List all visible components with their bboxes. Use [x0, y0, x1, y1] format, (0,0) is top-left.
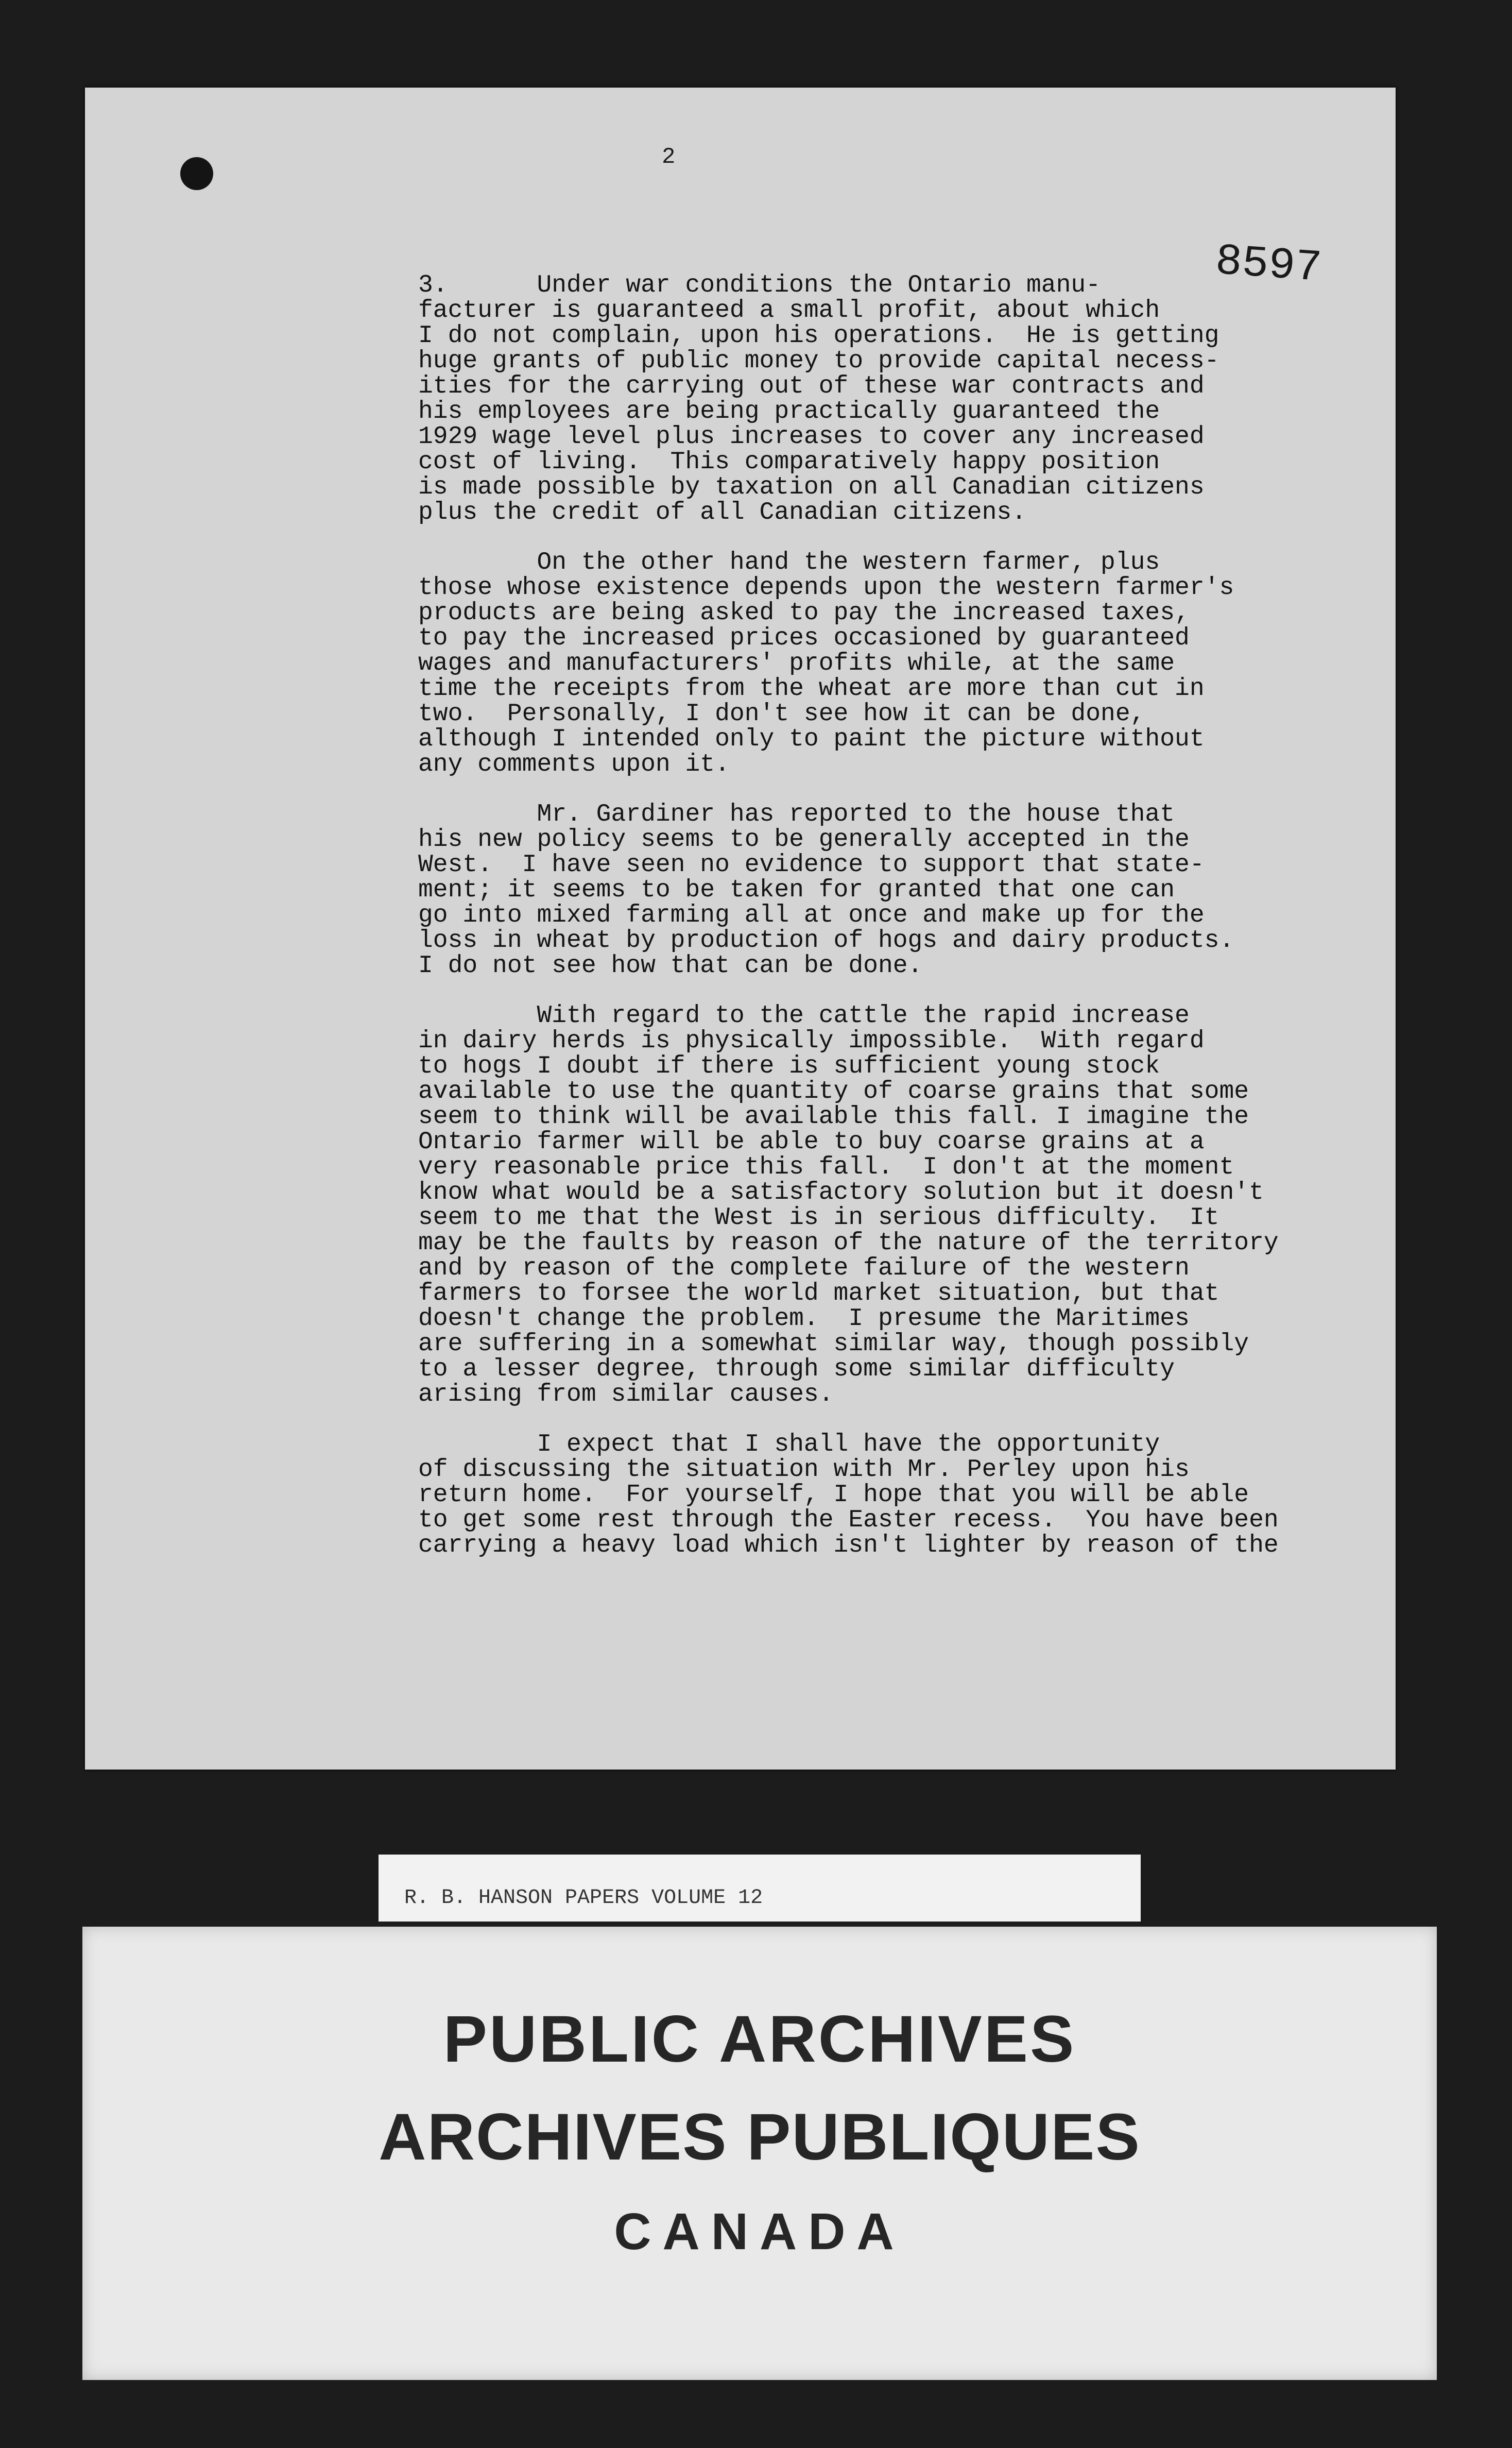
page-number: 2: [662, 144, 676, 170]
paragraph-cattle-hogs: With regard to the cattle the rapid increase in dairy herds is physically impossible. With regard to hogs I doubt if there is sufficient young stock available to use the quantity of coarse grains that some seem to think will be available this fall. I imagine the Ontario farmer will be able to buy coarse grains at a very reasonable price this fall. I don't at the moment know what would be a satisfactory solution but it doesn't seem to me that the West is in serious difficulty. It may be the faults by reason of the nature of the territory and by reason of the complete failure of the western farmers to forsee the world market situation, but that doesn't change the problem. I presume the Maritimes are suffering in a somewhat similar way, though possibly to a lesser degree, through some similar difficulty arising from similar causes.: [418, 1002, 1279, 1408]
document-page: [85, 88, 1396, 1770]
archive-stamp-card: [82, 1927, 1437, 2380]
reference-label: R. B. HANSON PAPERS VOLUME 12: [379, 1855, 1141, 1922]
paragraph-closing: I expect that I shall have the opportunity of discussing the situation with Mr. Perley upon his return home. For yourself, I hope that you will be able to get some rest through the Easter recess. You have been carrying a heavy load which isn't lighter by reason of the: [418, 1431, 1279, 1559]
archive-title-french: ARCHIVES PUBLIQUES: [379, 2100, 1141, 2174]
paragraph-western-farmer: On the other hand the western farmer, plus those whose existence depends upon the western farmer's products are being asked to pay the increased taxes, to pay the increased prices occasioned by guaranteed wages and manufacturers' profits while, at the same time the receipts from the wheat are more than cut in two. Personally, I don't see how it can be done, although I intended only to paint the picture without any comments upon it.: [418, 549, 1234, 778]
paragraph-war-conditions: 3. Under war conditions the Ontario manu- facturer is guaranteed a small profit, about which I do not complain, upon his operations. He is getting huge grants of public money to provide capital necess- ities for the carrying out of these war contracts and his employees are being practically guaranteed the 1929 wage level plus increases to cover any increased cost of living. This comparatively happy position is made possible by taxation on all Canadian citizens plus the credit of all Canadian citizens.: [418, 271, 1219, 526]
archive-country: CANADA: [614, 2203, 905, 2260]
letter-body: [418, 273, 1386, 1583]
paragraph-gardiner-policy: Mr. Gardiner has reported to the house that his new policy seems to be generally accepted in the West. I have seen no evidence to support that state- ment; it seems to be taken for granted that one can go into mixed farming all at once and make up for the loss in wheat by production of hogs and dairy products. I do not see how that can be done.: [418, 801, 1234, 980]
punch-hole: [180, 157, 213, 190]
archive-title-english: PUBLIC ARCHIVES: [443, 2002, 1076, 2076]
folio-number: 8597: [1213, 235, 1324, 294]
